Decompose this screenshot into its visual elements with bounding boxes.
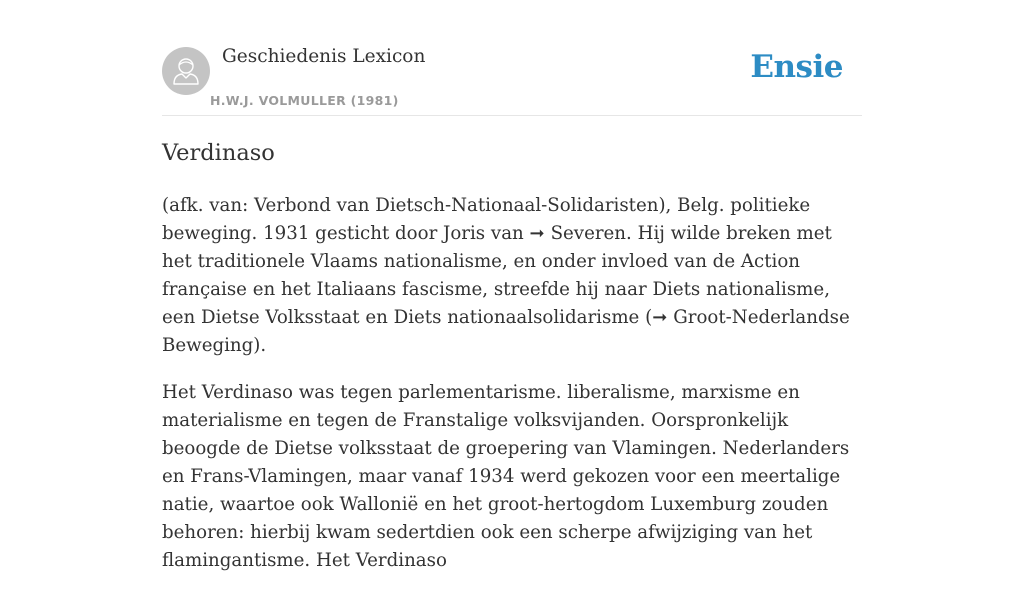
author-label[interactable]: H.W.J. VOLMULLER (1981) <box>210 93 399 108</box>
link-groot-nederlandse-beweging-label: Groot-Nederlandse Beweging <box>162 307 850 356</box>
paragraph-1-text-b: . Hij wilde breken met het traditionele Vlaams nationalisme, en onder invloed van de Action française en het Italiaans fascisme, streefde hij naar Diets nationalisme, een Dietse Volksstaat en Diets nationaalsolidarisme ( <box>162 223 832 328</box>
avatar[interactable] <box>162 47 210 95</box>
paragraph-1 <box>162 192 862 360</box>
paragraph-1-text-c: ). <box>253 335 267 356</box>
entry-body <box>162 192 862 594</box>
book-title[interactable]: Geschiedenis Lexicon <box>222 46 426 67</box>
link-severen-label: Severen <box>544 223 627 244</box>
page <box>162 0 862 571</box>
ensie-logo[interactable]: Ensie <box>750 49 843 85</box>
link-severen[interactable] <box>530 223 626 244</box>
arrow-right-icon: ➞ <box>652 307 668 328</box>
paragraph-1-text-a: (afk. van: Verbond van Dietsch-Nationaal-Solidaristen), Belg. politieke beweging. 1931 gesticht door Joris van <box>162 195 811 244</box>
entry-title: Verdinaso <box>162 140 275 166</box>
header <box>162 0 862 116</box>
user-silhouette-icon <box>162 47 210 95</box>
arrow-right-icon: ➞ <box>529 223 545 244</box>
paragraph-2: Het Verdinaso was tegen parlementarisme. liberalisme, marxisme en materialisme en tegen de Franstalige volksvijanden. Oorspronkelijk beoogde de Dietse volksstaat de groepering van Vlamingen. Nederlanders en Frans-Vlamingen, maar vanaf 1934 werd gekozen voor een meertalige natie, waartoe ook Wallonië en het groot-hertogdom Luxemburg zouden behoren: hierbij kwam sedertdien ook een scherpe afwijziging van het flamingantisme. Het Verdinaso <box>162 382 850 571</box>
